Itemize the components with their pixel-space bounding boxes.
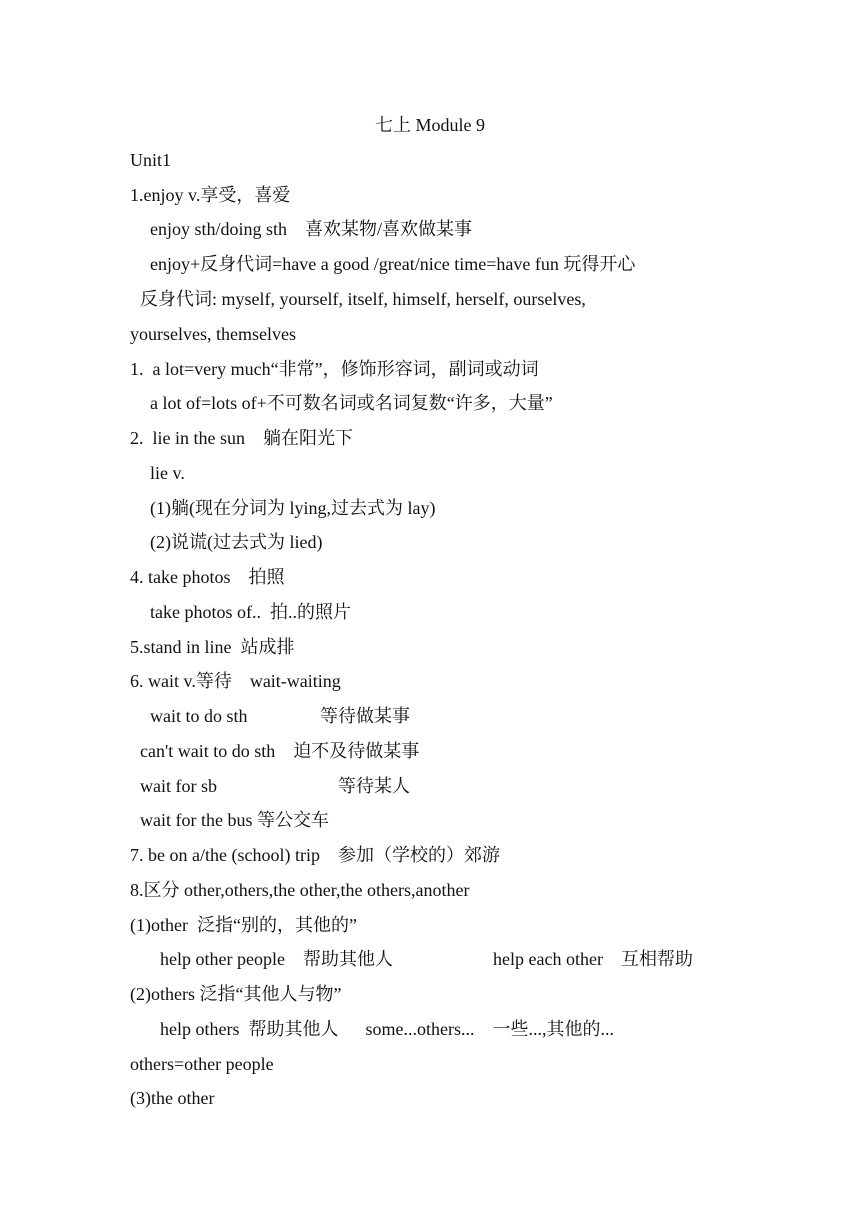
text-line: 1.enjoy v.享受，喜爱 <box>130 185 291 205</box>
text-line: 2. lie in the sun 躺在阳光下 <box>130 428 353 448</box>
text-line: (3)the other <box>130 1088 215 1108</box>
text-line: 1. a lot=very much“非常”，修饰形容词，副词或动词 <box>130 359 539 379</box>
page-title: 七上 Module 9 <box>375 115 485 135</box>
text-note: 等待某人 <box>338 776 410 796</box>
text-line: wait for sb <box>140 776 217 796</box>
text-line: 6. wait v.等待 wait-waiting <box>130 671 341 691</box>
text-line: (1)other 泛指“别的，其他的” <box>130 915 357 935</box>
text-note: 等待做某事 <box>320 706 410 726</box>
text-line: 反身代词: myself, yourself, itself, himself, herself, ourselves, <box>140 289 586 309</box>
text-line: others=other people <box>130 1054 274 1074</box>
text-note: help each other 互相帮助 <box>493 949 693 969</box>
text-line: enjoy+反身代词=have a good /great/nice time=have fun 玩得开心 <box>150 254 636 274</box>
text-line: 8.区分 other,others,the other,the others,another <box>130 880 470 900</box>
text-line: enjoy sth/doing sth 喜欢某物/喜欢做某事 <box>150 219 473 239</box>
text-line: (2)说谎(过去式为 lied) <box>150 532 323 552</box>
text-line: 5.stand in line 站成排 <box>130 637 295 657</box>
text-line: help other people 帮助其他人 <box>160 949 393 969</box>
text-line: help others 帮助其他人 some...others... 一些...,其他的... <box>160 1019 614 1039</box>
text-line: 7. be on a/the (school) trip 参加（学校的）郊游 <box>130 845 500 865</box>
text-line: can't wait to do sth 迫不及待做某事 <box>140 741 420 761</box>
text-line: yourselves, themselves <box>130 324 296 344</box>
text-line: take photos of.. 拍..的照片 <box>150 602 351 622</box>
text-line: wait to do sth <box>150 706 248 726</box>
text-line: wait for the bus 等公交车 <box>140 810 329 830</box>
text-line: 4. take photos 拍照 <box>130 567 285 587</box>
text-line: (2)others 泛指“其他人与物” <box>130 984 342 1004</box>
text-line: a lot of=lots of+不可数名词或名词复数“许多，大量” <box>150 393 553 413</box>
unit-heading: Unit1 <box>130 150 172 170</box>
text-line: lie v. <box>150 463 185 483</box>
text-line: (1)躺(现在分词为 lying,过去式为 lay) <box>150 498 436 518</box>
